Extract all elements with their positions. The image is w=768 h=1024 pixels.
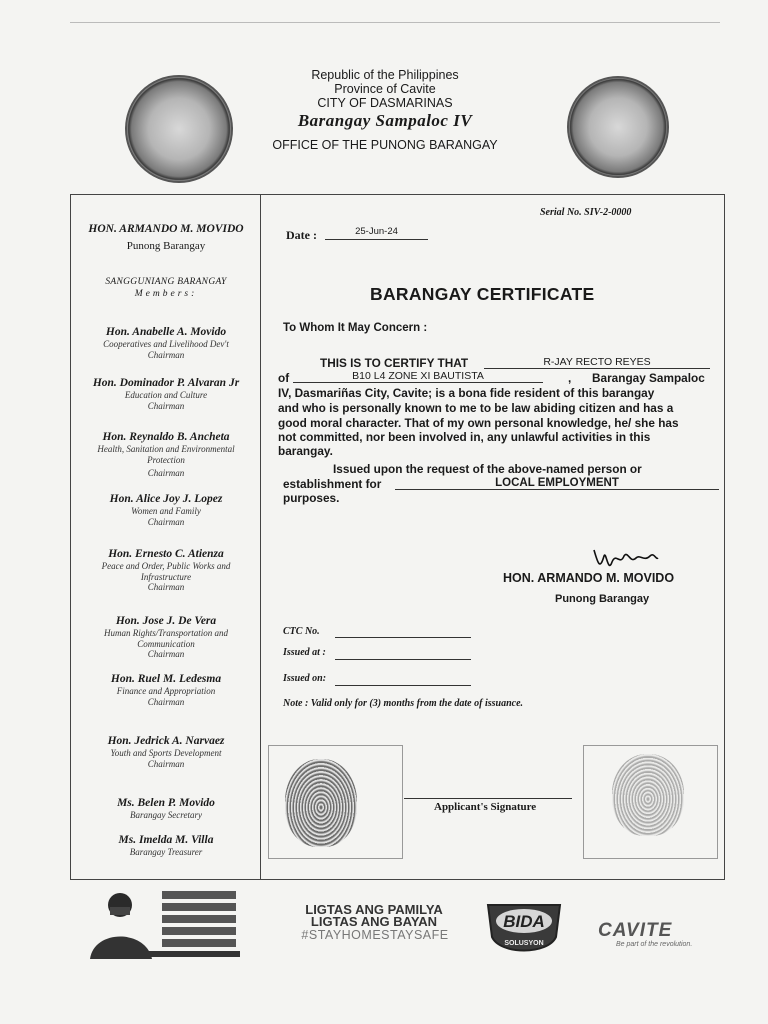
member-entry: Hon. Reynaldo B. Ancheta Health, Sanitation and Environmental Protection Chairman [97,431,235,478]
address-value: B10 L4 ZONE XI BAUTISTA [293,370,543,383]
member-entry: Ms. Imelda M. Villa Barangay Treasurer [118,834,214,857]
barangay-seal-icon [567,76,669,178]
footer-slogan [274,904,474,928]
member-entry: Hon. Jose J. De Vera Human Rights/Transportation and Communication Chairman [103,615,229,659]
members-label: Members: [134,289,198,299]
member-entry: Hon. Ruel M. Ledesma Finance and Appropriation Chairman [110,673,222,707]
bida-label: BIDA [503,912,545,931]
slogan-line-2: LIGTAS ANG BAYAN [310,914,438,929]
ctc-field [335,637,471,638]
date-value: 25-Jun-24 [325,226,428,240]
issued-line: purposes. [283,491,340,505]
issued-on-label: Issued on: [283,673,327,684]
body-line: not committed, nor been involved in, any unlawful activities in this [278,430,651,444]
member-entry: Hon. Alice Joy J. Lopez Women and Family Chairman [109,493,223,527]
certify-intro: THIS IS TO CERTIFY THAT [320,356,469,370]
left-thumbprint-box [268,745,403,859]
issued-at-label: Issued at : [283,647,326,658]
top-border-line [70,22,720,23]
thumbprint-icon [285,759,357,847]
applicant-signature-line [404,798,572,799]
member-entry: Hon. Ernesto C. Atienza Peace and Order, Public Works and Infrastructure Chairman [101,548,231,592]
cavite-tagline: Be part of the revolution. [616,941,693,948]
doctor-mascot-banner [80,885,244,959]
cavite-logo: CAVITE [598,920,673,941]
slogan-line-1: LIGTAS ANG PAMILYA [305,902,443,917]
date-label: Date : [286,228,317,242]
bida-solusyon-badge-icon [478,893,570,961]
punong-title: Punong Barangay [126,240,206,252]
header-city: CITY OF DASMARINAS [317,96,453,110]
applicant-signature-label: Applicant's Signature [434,801,537,813]
column-divider [260,194,261,880]
thumbprint-icon [612,754,684,836]
issued-on-field [335,685,471,686]
header-office: OFFICE OF THE PUNONG BARANGAY [272,138,498,152]
council-sidebar [72,222,260,872]
right-thumbprint-box [583,745,718,859]
header-republic: Republic of the Philippines [311,68,459,82]
document-header [240,68,530,152]
purpose-value: LOCAL EMPLOYMENT [395,477,719,490]
city-seal-icon [125,75,233,183]
member-entry: Hon. Dominador P. Alvaran Jr Education and Culture Chairman [92,377,240,411]
member-entry: Ms. Belen P. Movido Barangay Secretary [117,797,215,820]
member-entry: Hon. Anabelle A. Movido Cooperatives and Livelihood Dev't Chairman [103,326,229,360]
council-label: SANGGUNIANG BARANGAY [105,277,227,287]
bida-sub-label: SOLUSYON [504,940,544,947]
body-line: good moral character. That of my own personal knowledge, he/ she has [278,416,679,430]
issued-line: Issued upon the request of the above-named person or [333,462,642,476]
salutation: To Whom It May Concern : [283,322,428,334]
barangay-text: Barangay Sampaloc [592,371,705,385]
of-label: of [278,371,290,385]
punong-name: HON. ARMANDO M. MOVIDO [88,223,244,235]
address-comma: , [568,371,572,385]
ctc-label: CTC No. [283,626,320,637]
issued-at-field [335,659,471,660]
body-line: IV, Dasmariñas City, Cavite; is a bona fide resident of this barangay [278,386,655,400]
member-entry: Hon. Jedrick A. Narvaez Youth and Sports Development Chairman [107,735,225,769]
serial-number: Serial No. SIV-2-0000 [540,207,632,218]
signatory-name: HON. ARMANDO M. MOVIDO [503,571,675,585]
validity-note: Note : Valid only for (3) months from the date of issuance. [283,698,524,709]
body-line: barangay. [278,444,333,458]
footer-hashtag: #STAYHOMESTAYSAFE [301,928,449,942]
issued-line: establishment for [283,477,382,491]
person-name: R-JAY RECTO REYES [484,356,710,369]
header-province: Province of Cavite [334,82,436,96]
certificate-title: BARANGAY CERTIFICATE [370,284,595,304]
header-barangay: Barangay Sampaloc IV [297,111,473,130]
body-line: and who is personally known to me to be law abiding citizen and has a [278,401,674,415]
signatory-title: Punong Barangay [555,593,650,605]
